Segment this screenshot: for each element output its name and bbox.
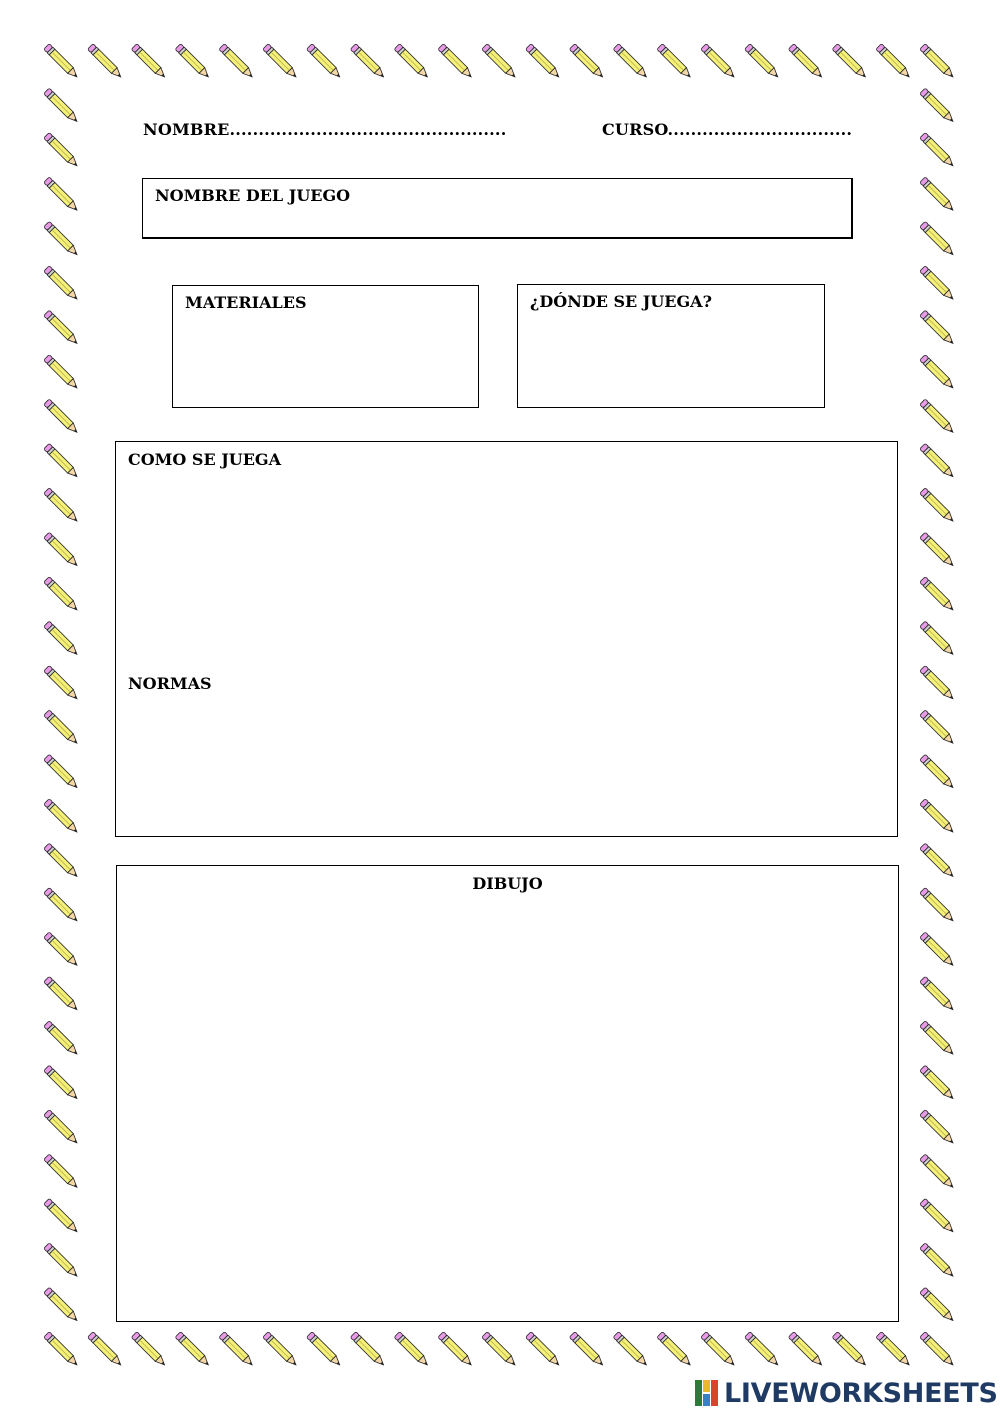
pencil-icon <box>44 443 81 480</box>
pencil-icon <box>920 177 957 214</box>
pencil-icon <box>44 1021 81 1058</box>
pencil-icon <box>219 44 256 81</box>
pencil-icon <box>920 355 957 392</box>
pencil-icon <box>44 1243 81 1280</box>
pencil-icon <box>920 443 957 480</box>
pencil-icon <box>44 1287 81 1324</box>
pencil-icon <box>482 44 519 81</box>
liveworksheets-logo-icon <box>694 1379 720 1407</box>
pencil-icon <box>44 355 81 392</box>
pencil-icon <box>920 710 957 747</box>
pencil-icon <box>920 221 957 258</box>
pencil-icon <box>744 1332 781 1369</box>
pencil-icon <box>920 754 957 791</box>
pencil-icon <box>876 44 913 81</box>
pencil-icon <box>44 621 81 658</box>
materials-title: MATERIALES <box>185 293 307 312</box>
pencil-icon <box>920 799 957 836</box>
pencil-icon <box>44 399 81 436</box>
pencil-icon <box>350 44 387 81</box>
pencil-icon <box>744 44 781 81</box>
pencil-icon <box>394 1332 431 1369</box>
pencil-icon <box>44 843 81 880</box>
pencil-icon <box>44 1332 81 1369</box>
game-name-box[interactable] <box>142 178 853 239</box>
pencil-icon <box>44 577 81 614</box>
liveworksheets-logo <box>694 1378 998 1408</box>
pencil-icon <box>920 1243 957 1280</box>
pencil-icon <box>788 1332 825 1369</box>
pencil-icon <box>920 1021 957 1058</box>
pencil-icon <box>44 1154 81 1191</box>
pencil-icon <box>263 44 300 81</box>
pencil-icon <box>569 1332 606 1369</box>
pencil-icon <box>131 1332 168 1369</box>
pencil-icon <box>920 44 957 81</box>
pencil-icon <box>44 221 81 258</box>
pencil-icon <box>482 1332 519 1369</box>
how-to-play-box[interactable] <box>115 441 898 837</box>
pencil-icon <box>613 44 650 81</box>
pencil-icon <box>525 1332 562 1369</box>
pencil-icon <box>87 44 124 81</box>
drawing-box[interactable] <box>116 865 899 1322</box>
pencil-icon <box>44 177 81 214</box>
pencil-icon <box>438 44 475 81</box>
pencil-icon <box>263 1332 300 1369</box>
pencil-icon <box>44 88 81 125</box>
pencil-icon <box>920 932 957 969</box>
pencil-icon <box>44 310 81 347</box>
rules-title: NORMAS <box>128 674 212 693</box>
pencil-icon <box>44 1110 81 1147</box>
pencil-icon <box>920 1287 957 1324</box>
where-title: ¿DÓNDE SE JUEGA? <box>530 292 712 311</box>
pencil-icon <box>920 88 957 125</box>
pencil-icon <box>44 976 81 1013</box>
pencil-icon <box>920 266 957 303</box>
game-name-title: NOMBRE DEL JUEGO <box>155 186 351 205</box>
pencil-icon <box>175 44 212 81</box>
pencil-icon <box>219 1332 256 1369</box>
pencil-icon <box>920 887 957 924</box>
pencil-icon <box>920 132 957 169</box>
pencil-icon <box>920 1154 957 1191</box>
pencil-icon <box>832 1332 869 1369</box>
pencil-icon <box>44 44 81 81</box>
pencil-icon <box>920 399 957 436</box>
pencil-icon <box>87 1332 124 1369</box>
liveworksheets-logo-text: LIVEWORKSHEETS <box>724 1377 998 1409</box>
pencil-icon <box>44 754 81 791</box>
pencil-icon <box>920 488 957 525</box>
pencil-icon <box>920 310 957 347</box>
pencil-icon <box>44 532 81 569</box>
materials-box[interactable] <box>172 285 479 408</box>
pencil-icon <box>306 44 343 81</box>
where-box[interactable] <box>517 284 825 408</box>
pencil-icon <box>788 44 825 81</box>
name-label: NOMBRE................................................ <box>143 120 507 139</box>
pencil-icon <box>569 44 606 81</box>
pencil-icon <box>920 1332 957 1369</box>
pencil-icon <box>657 1332 694 1369</box>
pencil-icon <box>920 621 957 658</box>
pencil-icon <box>44 488 81 525</box>
pencil-icon <box>525 44 562 81</box>
pencil-icon <box>44 665 81 702</box>
pencil-icon <box>876 1332 913 1369</box>
pencil-icon <box>701 44 738 81</box>
pencil-icon <box>701 1332 738 1369</box>
pencil-icon <box>832 44 869 81</box>
drawing-title: DIBUJO <box>472 874 543 893</box>
pencil-icon <box>44 887 81 924</box>
pencil-icon <box>920 1110 957 1147</box>
pencil-icon <box>44 266 81 303</box>
course-label: CURSO................................ <box>602 120 853 139</box>
pencil-icon <box>438 1332 475 1369</box>
pencil-icon <box>44 1198 81 1235</box>
pencil-icon <box>920 1198 957 1235</box>
pencil-icon <box>920 577 957 614</box>
pencil-icon <box>44 799 81 836</box>
pencil-icon <box>44 132 81 169</box>
pencil-icon <box>394 44 431 81</box>
how-to-play-title: COMO SE JUEGA <box>128 450 282 469</box>
pencil-icon <box>306 1332 343 1369</box>
pencil-icon <box>920 665 957 702</box>
pencil-icon <box>350 1332 387 1369</box>
pencil-icon <box>920 1065 957 1102</box>
pencil-icon <box>44 932 81 969</box>
pencil-icon <box>175 1332 212 1369</box>
pencil-icon <box>920 532 957 569</box>
pencil-icon <box>613 1332 650 1369</box>
pencil-icon <box>44 710 81 747</box>
pencil-icon <box>920 976 957 1013</box>
pencil-icon <box>131 44 168 81</box>
pencil-icon <box>657 44 694 81</box>
pencil-icon <box>920 843 957 880</box>
pencil-icon <box>44 1065 81 1102</box>
